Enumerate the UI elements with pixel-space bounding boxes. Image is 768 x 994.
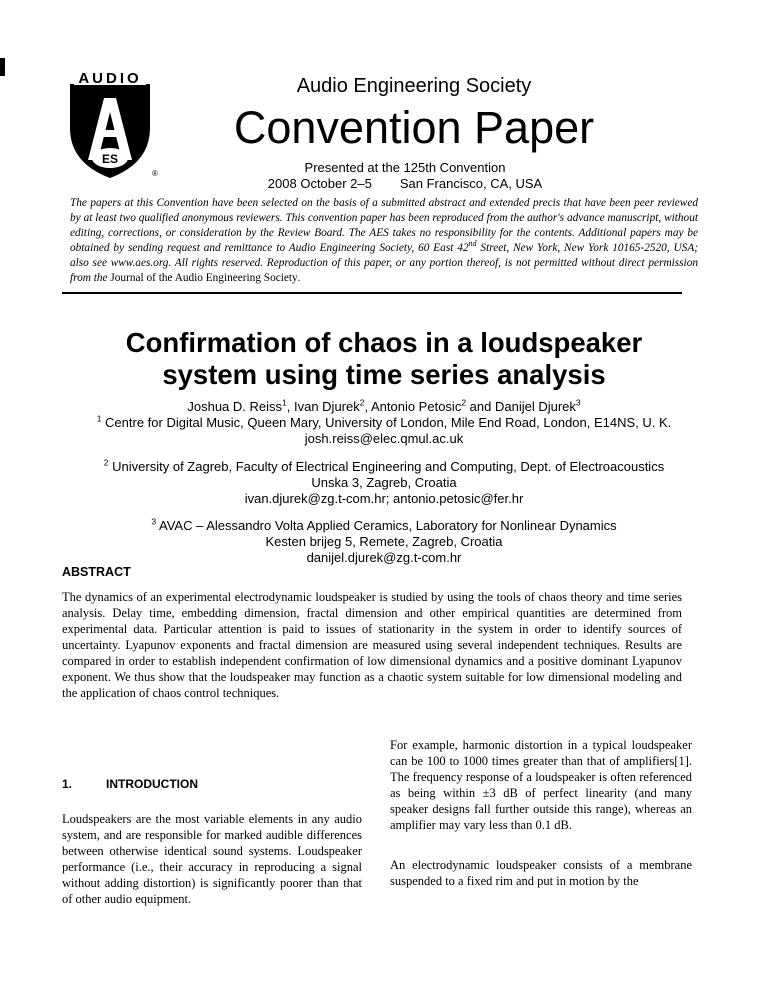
convention-date: 2008 October 2–5 <box>267 176 372 191</box>
right-column-paragraph-2: An electrodynamic loudspeaker consists of a membrane suspended to a fixed rim and put in motion by the <box>390 858 692 888</box>
section-title: INTRODUCTION <box>106 777 198 791</box>
convention-paper-title: Convention Paper <box>233 102 595 153</box>
right-column-paragraph-1: For example, harmonic distortion in a typical loudspeaker can be 100 to 1000 times greater than that of amplifiers[1]. The frequency response of a loudspeaker is often referenced as being within ±3 dB of perfect linearity (and many speaker designs fall further outside this range), whereas an amplifier may vary less than 0.1 dB. <box>390 738 692 832</box>
logo-badge: ES <box>101 152 119 166</box>
convention-location: San Francisco, CA, USA <box>399 176 543 191</box>
registered-mark: ® <box>152 169 158 178</box>
affiliation-2: $^2$ University of Zagreb, Faculty of Electrical Engineering and Computing, Dept. of Electroacoustics Unska 3, Zagreb, Croatia ivan.djurek@zg.t-com.hr; antonio.petosic@fer.hr <box>60 459 708 507</box>
email: ivan.djurek@zg.t-com.hr; antonio.petosic@fer.hr <box>244 491 524 506</box>
page-edge-mark <box>0 58 5 76</box>
society-name: Audio Engineering Society <box>296 75 532 97</box>
paper-title: Confirmation of chaos in a loudspeaker system using time series analysis <box>125 327 643 390</box>
presented-info <box>0 160 768 192</box>
email: danijel.djurek@zg.t-com.hr <box>306 550 462 565</box>
affiliation-3: $^3$ AVAC – Alessandro Volta Applied Ceramics, Laboratory for Nonlinear Dynamics Kesten brijeg 5, Remete, Zagreb, Croatia danijel.djurek@zg.t-com.hr <box>60 518 708 566</box>
abstract-text: The dynamics of an experimental electrodynamic loudspeaker is studied by using the tools of chaos theory and time series analysis. Delay time, embedding dimension, fractal dimension and other empirical quantities are determined from experimental data. Particular attention is paid to issues of stationarity in the system in order to identify sources of uncertainty. Lyapunov exponents and fractal dimension are measured using several independent techniques. Results are compared in order to establish independent confirmation of low dimensional dynamics and a positive dominant Lyapunov exponent. We thus show that the loudspeaker may function as a chaotic system suitable for low dimensional modeling and the application of chaos control techniques. <box>62 590 682 700</box>
author: Antonio Petosic <box>370 399 462 414</box>
section-number: 1. <box>62 777 73 791</box>
journal-name: Journal of the Audio Engineering Society <box>110 272 298 284</box>
affiliation-1: $^1$ Centre for Digital Music, Queen Mary, University of London, Mile End Road, London, E14NS, U. K. josh.reiss@elec.qmul.ac.uk <box>60 415 708 447</box>
review-notice: The papers at this Convention have been selected on the basis of a submitted abstract and extended precis that have been peer reviewed by at least two qualified anonymous reviewers. This convention paper has been reproduced from the author's advance manuscript, without editing, corrections, or consideration by the Review Board. The AES takes no responsibility for the contents. Additional papers may be obtained by sending request and remittance to Audio Engineering Society, 60 East 42nd Street, New York, New York 10165-2520, USA; also see www.aes.org. All rights reserved. Reproduction of this paper, or any portion thereof, is not permitted without direct permission from the Journal of the Audio Engineering Society. <box>70 197 698 284</box>
intro-paragraph: Loudspeakers are the most variable elements in any audio system, and are responsible for marked audible differences between otherwise identical sound systems. Loudspeaker performance (i.e., their accuracy in reproducing a signal without adding distortion) is significantly poorer than that of other audio equipment. <box>62 812 362 906</box>
author: Ivan Djurek <box>293 399 360 414</box>
header-rule <box>62 292 682 294</box>
email: josh.reiss@elec.qmul.ac.uk <box>304 431 464 446</box>
author-list: Joshua D. Reiss$^1$, Ivan Djurek$^2$, Antonio Petosic$^2$ and Danijel Djurek$^3$ <box>187 397 581 414</box>
logo-text: AUDIO <box>78 70 142 87</box>
author: Joshua D. Reiss <box>187 399 283 414</box>
author: Danijel Djurek <box>494 399 576 414</box>
presented-line: Presented at the 125th Convention <box>304 160 506 175</box>
abstract-heading: ABSTRACT <box>62 565 131 579</box>
